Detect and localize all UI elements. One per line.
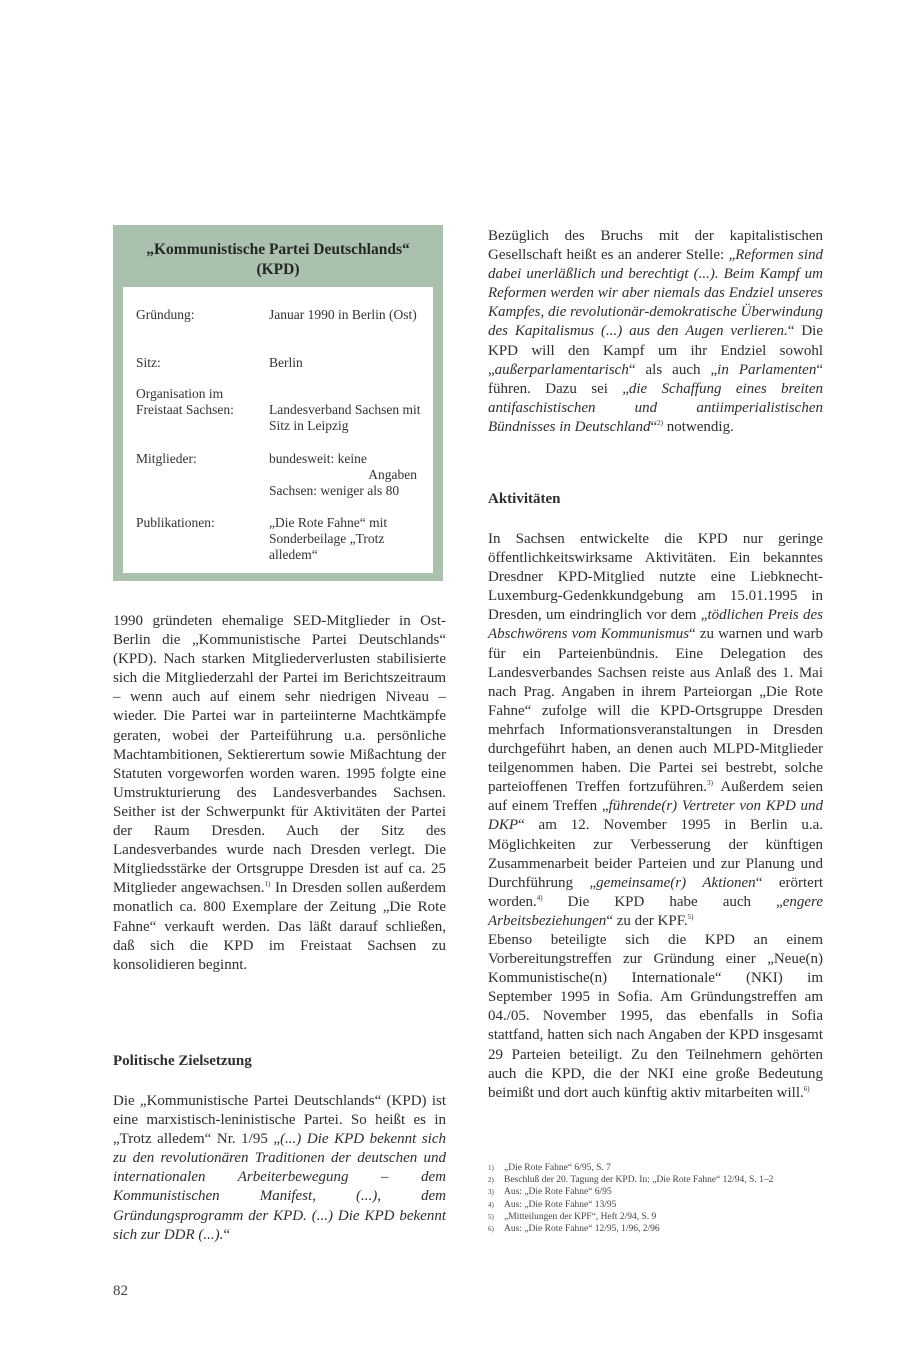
text: “ zu der KPF. — [606, 912, 688, 929]
footnote — [488, 1162, 828, 1174]
info-box-body — [123, 287, 433, 573]
footnote — [488, 1186, 828, 1198]
info-box-header — [113, 225, 443, 287]
footnote-number: 2) — [488, 1176, 494, 1185]
heading-politische-zielsetzung: Politische Zielsetzung — [113, 1053, 252, 1069]
info-value-line: bundesweit: keine — [269, 451, 367, 466]
text: “ zu warnen und warb für ein Parteienbündnis. Eine Delegation des Landesverbandes Sachsen reiste aus Anlaß des 1. Mai nach Prag. Angaben in ihrem Parteiorgan „Die Rote Fahne“ zufolge will die KPD-Ortsgruppe Dresden mehrfach Informationsveranstaltungen in Dresden durchgeführt haben, an denen auch MLPD-Mitglieder teilgenommen haben. Die Partei sei bestrebt, solche parteioffenen Treffen fortzuführen. — [488, 626, 823, 796]
text: Die KPD habe auch „ — [542, 893, 783, 910]
quote: (...) Die KPD bekennt sich zu den revolutionären Traditionen der deutschen und internationalen Arbeiterbewegung – dem Kommunistischen Manifest, (...), dem Gründungsprogramm der KPD. (...) Die KPD bekennt sich zur DDR (...). — [113, 1131, 446, 1243]
quote: außerparlamentarisch — [494, 361, 629, 378]
text: “ — [650, 418, 658, 435]
quote: führende(r) Vertreter von KPD und DKP — [488, 798, 824, 834]
heading-aktivitaeten: Aktivitäten — [488, 491, 561, 507]
footnote-ref: 2) — [657, 418, 664, 427]
text: In Sachsen entwickelte die KPD nur geringe öffentlichkeitswirksame Aktivitäten. Ein bekanntes Dresdner KPD-Mitglied nutzte eine Liebknecht-Luxemburg-Gedenkkundgebung am 15.01.1995 in Dresden, um eindringlich vor dem „ — [488, 531, 823, 624]
paragraph — [113, 1092, 446, 1245]
text: “ erörtert worden. — [488, 874, 823, 910]
text: notwendig. — [663, 418, 734, 435]
footnote-text: Beschluß der 20. Tagung der KPD. In: „Die Rote Fahne“ 12/94, S. 1–2 — [504, 1175, 774, 1186]
text: “ Die KPD will den Kampf um ihr Endziel sowohl „ — [488, 323, 823, 378]
quote: tödlichen Preis des Abschwörens vom Kommunismus — [488, 607, 824, 643]
text: “ am 12. November 1995 in Berlin u.a. Möglichkeiten zur Verbesserung der künftigen Zusammenarbeit beider Parteien und zur Planung und Durchführung „ — [488, 817, 823, 891]
footnote-ref: 4) — [536, 893, 543, 902]
info-value: „Die Rote Fahne“ mit Sonderbeilage „Trotz alledem“ — [269, 515, 388, 562]
quote: in Parlamenten — [717, 361, 817, 378]
footnote — [488, 1211, 828, 1223]
quote: engere Arbeitsbeziehungen — [488, 893, 823, 929]
footnote-text: Aus: „Die Rote Fahne“ 12/95, 1/96, 2/96 — [504, 1224, 660, 1235]
paragraph — [488, 931, 823, 1103]
info-value: Berlin — [269, 355, 303, 370]
party-info-box — [113, 225, 443, 581]
info-box-subtitle: (KPD) — [256, 261, 300, 278]
quote: die Schaffung eines breiten antifaschistischen und antiimperialistischen Bündnisses in Deutschland — [488, 380, 823, 435]
page-number: 82 — [113, 1283, 128, 1299]
text: “ führen. Dazu sei „ — [488, 361, 824, 397]
info-label: Gründung: — [136, 307, 195, 322]
footnote — [488, 1199, 828, 1211]
paragraph — [488, 227, 823, 437]
footnote-text: „Die Rote Fahne“ 6/95, S. 7 — [504, 1163, 611, 1173]
text: Ebenso beteiligte sich die KPD an einem Vorbereitungstreffen zur Gründung einer „Neue(n) Kommunistische(n) Internationale“ (NKI) im September 1995 in Sofia. Am Gründungstreffen am 04./05. November 1995, das ebenfalls in Sofia stattfand, hatten sich nach Angaben der KPD insgesamt 29 Parteien beteiligt. Zu den Teilnehmern gehörten auch die KPD, die der NKI eine große Bedeutung beimißt und dort auch künftig aktiv mitarbeiten will. — [488, 931, 823, 1101]
info-box-title: „Kommunistische Partei Deutschlands“ — [146, 241, 410, 258]
footnote-text: Aus: „Die Rote Fahne“ 13/95 — [504, 1199, 617, 1210]
footnote-ref: 5) — [687, 912, 694, 921]
footnote-ref: 3) — [707, 779, 713, 788]
footnote-text: Aus: „Die Rote Fahne“ 6/95 — [504, 1187, 612, 1198]
paragraph — [113, 612, 446, 975]
info-label: Mitglieder: — [136, 451, 197, 466]
paragraph — [488, 530, 823, 931]
footnote — [488, 1174, 828, 1186]
right-column-top — [488, 227, 823, 437]
info-label: Publikationen: — [136, 515, 215, 530]
text: 1990 gründeten ehemalige SED-Mitglieder in Ost-Berlin die „Kommunistische Partei Deutschlands“ (KPD). Nach starken Mitgliederverlusten stabilisierte sich die Mitgliederzahl der Partei im Berichtszeitraum – wenn auch auf einem sehr niedrigen Niveau – wieder. Die Partei war in parteiinterne Machtkämpfe geraten, wobei der Parteiführung u.a. persönliche Machtambitionen, Sektierertum sowie Mißachtung der Statuten vorgeworfen worden waren. 1995 folgte eine Umstrukturierung des Landesverbandes Sachsen. Seither ist der Schwerpunkt für Aktivitäten der Partei der Raum Dresden. Auch der Sitz des Landesverbandes wurde nach Dresden verlegt. Die Mitgliedsstärke der Ortsgruppe Dresden ist auf ca. 25 Mitglieder angewachsen. — [113, 613, 446, 897]
footnote-number: 3) — [488, 1188, 494, 1197]
info-label: Sitz: — [136, 355, 161, 370]
right-column-aktivitaeten — [488, 530, 823, 1103]
footnote-number: 5) — [488, 1212, 494, 1221]
info-label: Organisation im Freistaat Sachsen: — [136, 386, 234, 417]
footnote-number: 1) — [488, 1164, 494, 1172]
left-column-intro — [113, 612, 446, 975]
info-value: Landesverband Sachsen mit Sitz in Leipzig — [269, 402, 421, 433]
text: “ als auch „ — [628, 361, 718, 378]
left-column-zielsetzung — [113, 1092, 446, 1245]
text: Bezüglich des Bruchs mit der kapitalistischen Gesellschaft heißt es an anderer Stelle: „ — [488, 228, 823, 264]
info-value — [269, 451, 429, 499]
footnote-number: 4) — [488, 1200, 494, 1209]
info-value-line: Angaben — [368, 467, 417, 482]
text: Die „Kommunistische Partei Deutschlands“ (KPD) ist eine marxistisch-leninistische Partei. So heißt es in „Trotz alledem“ Nr. 1/95 „ — [113, 1093, 446, 1148]
footnote — [488, 1223, 828, 1235]
footnote-text: „Mitteilungen der KPF“, Heft 2/94, S. 9 — [504, 1211, 657, 1222]
footnotes — [488, 1162, 828, 1235]
footnote-number: 6) — [488, 1225, 494, 1234]
info-value: Januar 1990 in Berlin (Ost) — [269, 307, 417, 322]
text: Außerdem seien auf einem Treffen „ — [488, 779, 823, 815]
text: “ — [223, 1226, 231, 1243]
footnote-ref: 6) — [803, 1084, 810, 1093]
text: In Dresden sollen außerdem monatlich ca. 800 Exemplare der Zeitung „Die Rote Fahne“ verkauft werden. Das läßt darauf schließen, daß sich die KPD im Freistaat Sachsen zu konsolidieren beginnt. — [113, 880, 446, 973]
quote: Reformen sind dabei unerläßlich und berechtigt (...). Beim Kampf um Reformen werden wir aber niemals das Endziel unseres Kampfes, die revolutionär-demokratische Überwindung des Kapitalismus (...) aus den Augen verlieren. — [488, 247, 823, 340]
footnote-ref: 1) — [264, 880, 271, 889]
info-value-line: Sachsen: weniger als 80 — [269, 483, 400, 498]
quote: gemeinsame(r) Aktionen — [596, 874, 756, 891]
